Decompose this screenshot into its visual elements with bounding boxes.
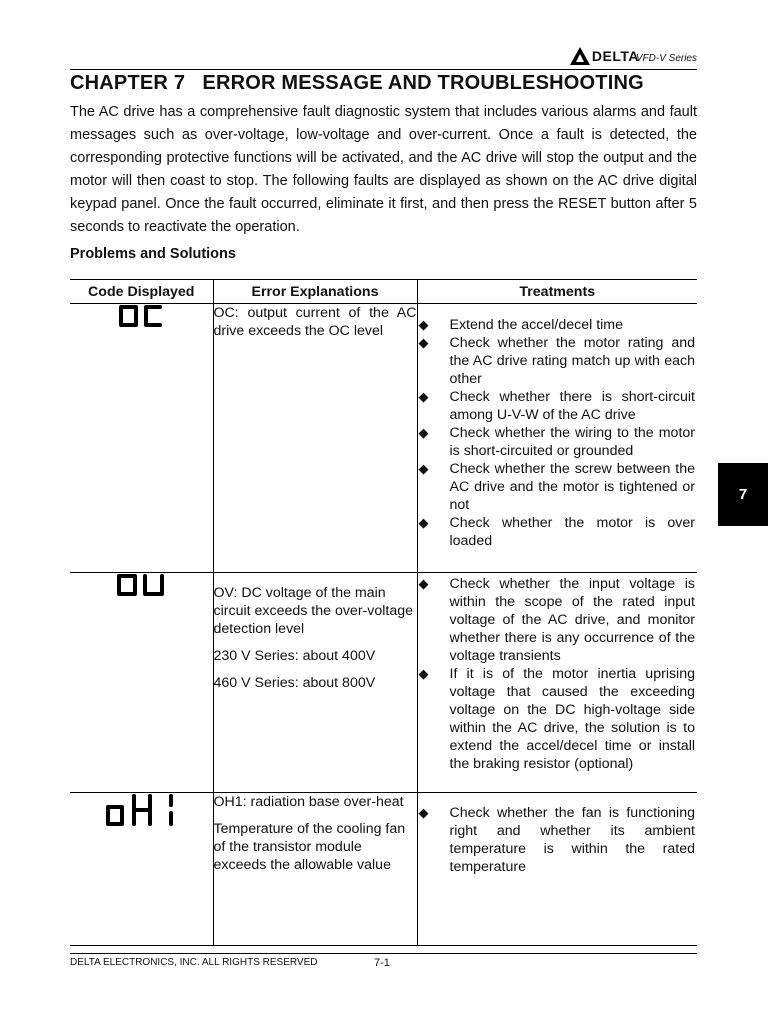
page-number: 7-1: [374, 957, 390, 969]
header-rule: [70, 69, 697, 70]
explanation-text: Temperature of the cooling fan of the transistor module exceeds the allowable value: [213, 821, 406, 873]
treatment-cell-ov: [417, 573, 697, 793]
code-cell-oc: [70, 304, 213, 573]
copyright-text: DELTA ELECTRONICS, INC. ALL RIGHTS RESERVED: [70, 957, 318, 968]
treatment-text: Check whether there is short-circuit among U-V-W of the AC drive: [449, 389, 695, 423]
chapter-title: CHAPTER 7 ERROR MESSAGE AND TROUBLESHOOTING: [70, 72, 644, 94]
list-item: [418, 804, 698, 876]
list-item: [418, 424, 698, 460]
diamond-bullet-icon: ◆: [418, 335, 429, 350]
header-code-displayed: Code Displayed: [70, 280, 213, 304]
diamond-bullet-icon: ◆: [418, 389, 429, 404]
fault-table: [70, 279, 697, 946]
delta-triangle-icon: [569, 46, 591, 66]
list-item: [418, 388, 698, 424]
table-row-oc: [70, 304, 697, 573]
treatment-cell-oc: [417, 304, 697, 573]
list-item: [418, 514, 698, 550]
diamond-bullet-icon: ◆: [418, 515, 429, 530]
header-error-explanations: Error Explanations: [213, 280, 417, 304]
list-item: [418, 460, 698, 514]
treatment-text: Check whether the screw between the AC drive and the motor is tightened or not: [449, 461, 695, 513]
list-item: [418, 665, 698, 773]
explanation-cell-oh1: [213, 793, 417, 946]
treatment-list: [418, 575, 698, 773]
treatment-text: Check whether the wiring to the motor is short-circuited or grounded: [449, 425, 695, 459]
seven-segment-oc-icon: [118, 304, 164, 328]
list-item: [418, 575, 698, 665]
diamond-bullet-icon: ◆: [418, 666, 429, 681]
intro-paragraph: The AC drive has a comprehensive fault diagnostic system that includes various alarms and fault messages such as over-voltage, low-voltage and over-current. Once a fault is detected, the corresponding protective functions will be activated, and the AC drive will stop the output and the motor will then coast to stop. The following faults are displayed as shown on the AC drive digital keypad panel. Once the fault occurred, eliminate it first, and then press the RESET button after 5 seconds to reactivate the operation.: [70, 104, 697, 235]
diamond-bullet-icon: ◆: [418, 461, 429, 476]
footer-rule: [70, 953, 697, 954]
treatment-text: Check whether the motor is over loaded: [449, 515, 695, 549]
treatment-text: Check whether the fan is functioning right and whether its ambient temperature is within the rated temperature: [449, 805, 695, 875]
treatment-cell-oh1: [417, 793, 697, 946]
list-item: [418, 334, 698, 388]
table-row-oh1: [70, 793, 697, 946]
header-treatments: Treatments: [417, 280, 697, 304]
explanation-text: OH1: radiation base over-heat: [213, 794, 404, 810]
delta-logo: [569, 44, 639, 68]
seven-segment-ov-icon: [116, 573, 166, 597]
explanation-text: 230 V Series: about 400V: [213, 648, 376, 664]
diamond-bullet-icon: ◆: [418, 805, 429, 820]
page-header: [70, 42, 697, 70]
diamond-bullet-icon: ◆: [418, 576, 429, 591]
section-title: Problems and Solutions: [70, 246, 236, 262]
code-cell-ov: [70, 573, 213, 793]
list-item: [418, 316, 698, 334]
code-cell-oh1: [70, 793, 213, 946]
logo-text: DELTA: [591, 48, 639, 64]
series-label: VFD-V Series: [635, 53, 697, 64]
treatment-text: Check whether the input voltage is within the scope of the rated input voltage of the AC drive, and monitor whether there is any occurrence of the voltage transients: [449, 576, 695, 664]
diamond-bullet-icon: ◆: [418, 425, 429, 440]
treatment-list: [418, 316, 698, 550]
page-footer: [70, 953, 697, 969]
treatment-text: Check whether the motor rating and the AC drive rating match up with each other: [449, 335, 695, 387]
diamond-bullet-icon: ◆: [418, 317, 429, 332]
table-header-row: [70, 280, 697, 304]
treatment-text: Extend the accel/decel time: [449, 317, 623, 333]
treatment-list: [418, 804, 698, 876]
table-row-ov: [70, 573, 697, 793]
explanation-cell-oc: [213, 304, 417, 573]
seven-segment-oh1-icon: [105, 793, 177, 827]
explanation-text: OC: output current of the AC drive exceeds the OC level: [213, 305, 417, 339]
explanation-text: OV: DC voltage of the main circuit exceeds the over-voltage detection level: [213, 585, 414, 637]
chapter-tab: 7: [718, 463, 768, 526]
treatment-text: If it is of the motor inertia uprising voltage that caused the exceeding voltage on the DC high-voltage side within the AC drive, the solution is to extend the accel/decel time or install the braking resistor (optional): [449, 666, 695, 772]
explanation-text: 460 V Series: about 800V: [213, 675, 376, 691]
explanation-cell-ov: [213, 573, 417, 793]
